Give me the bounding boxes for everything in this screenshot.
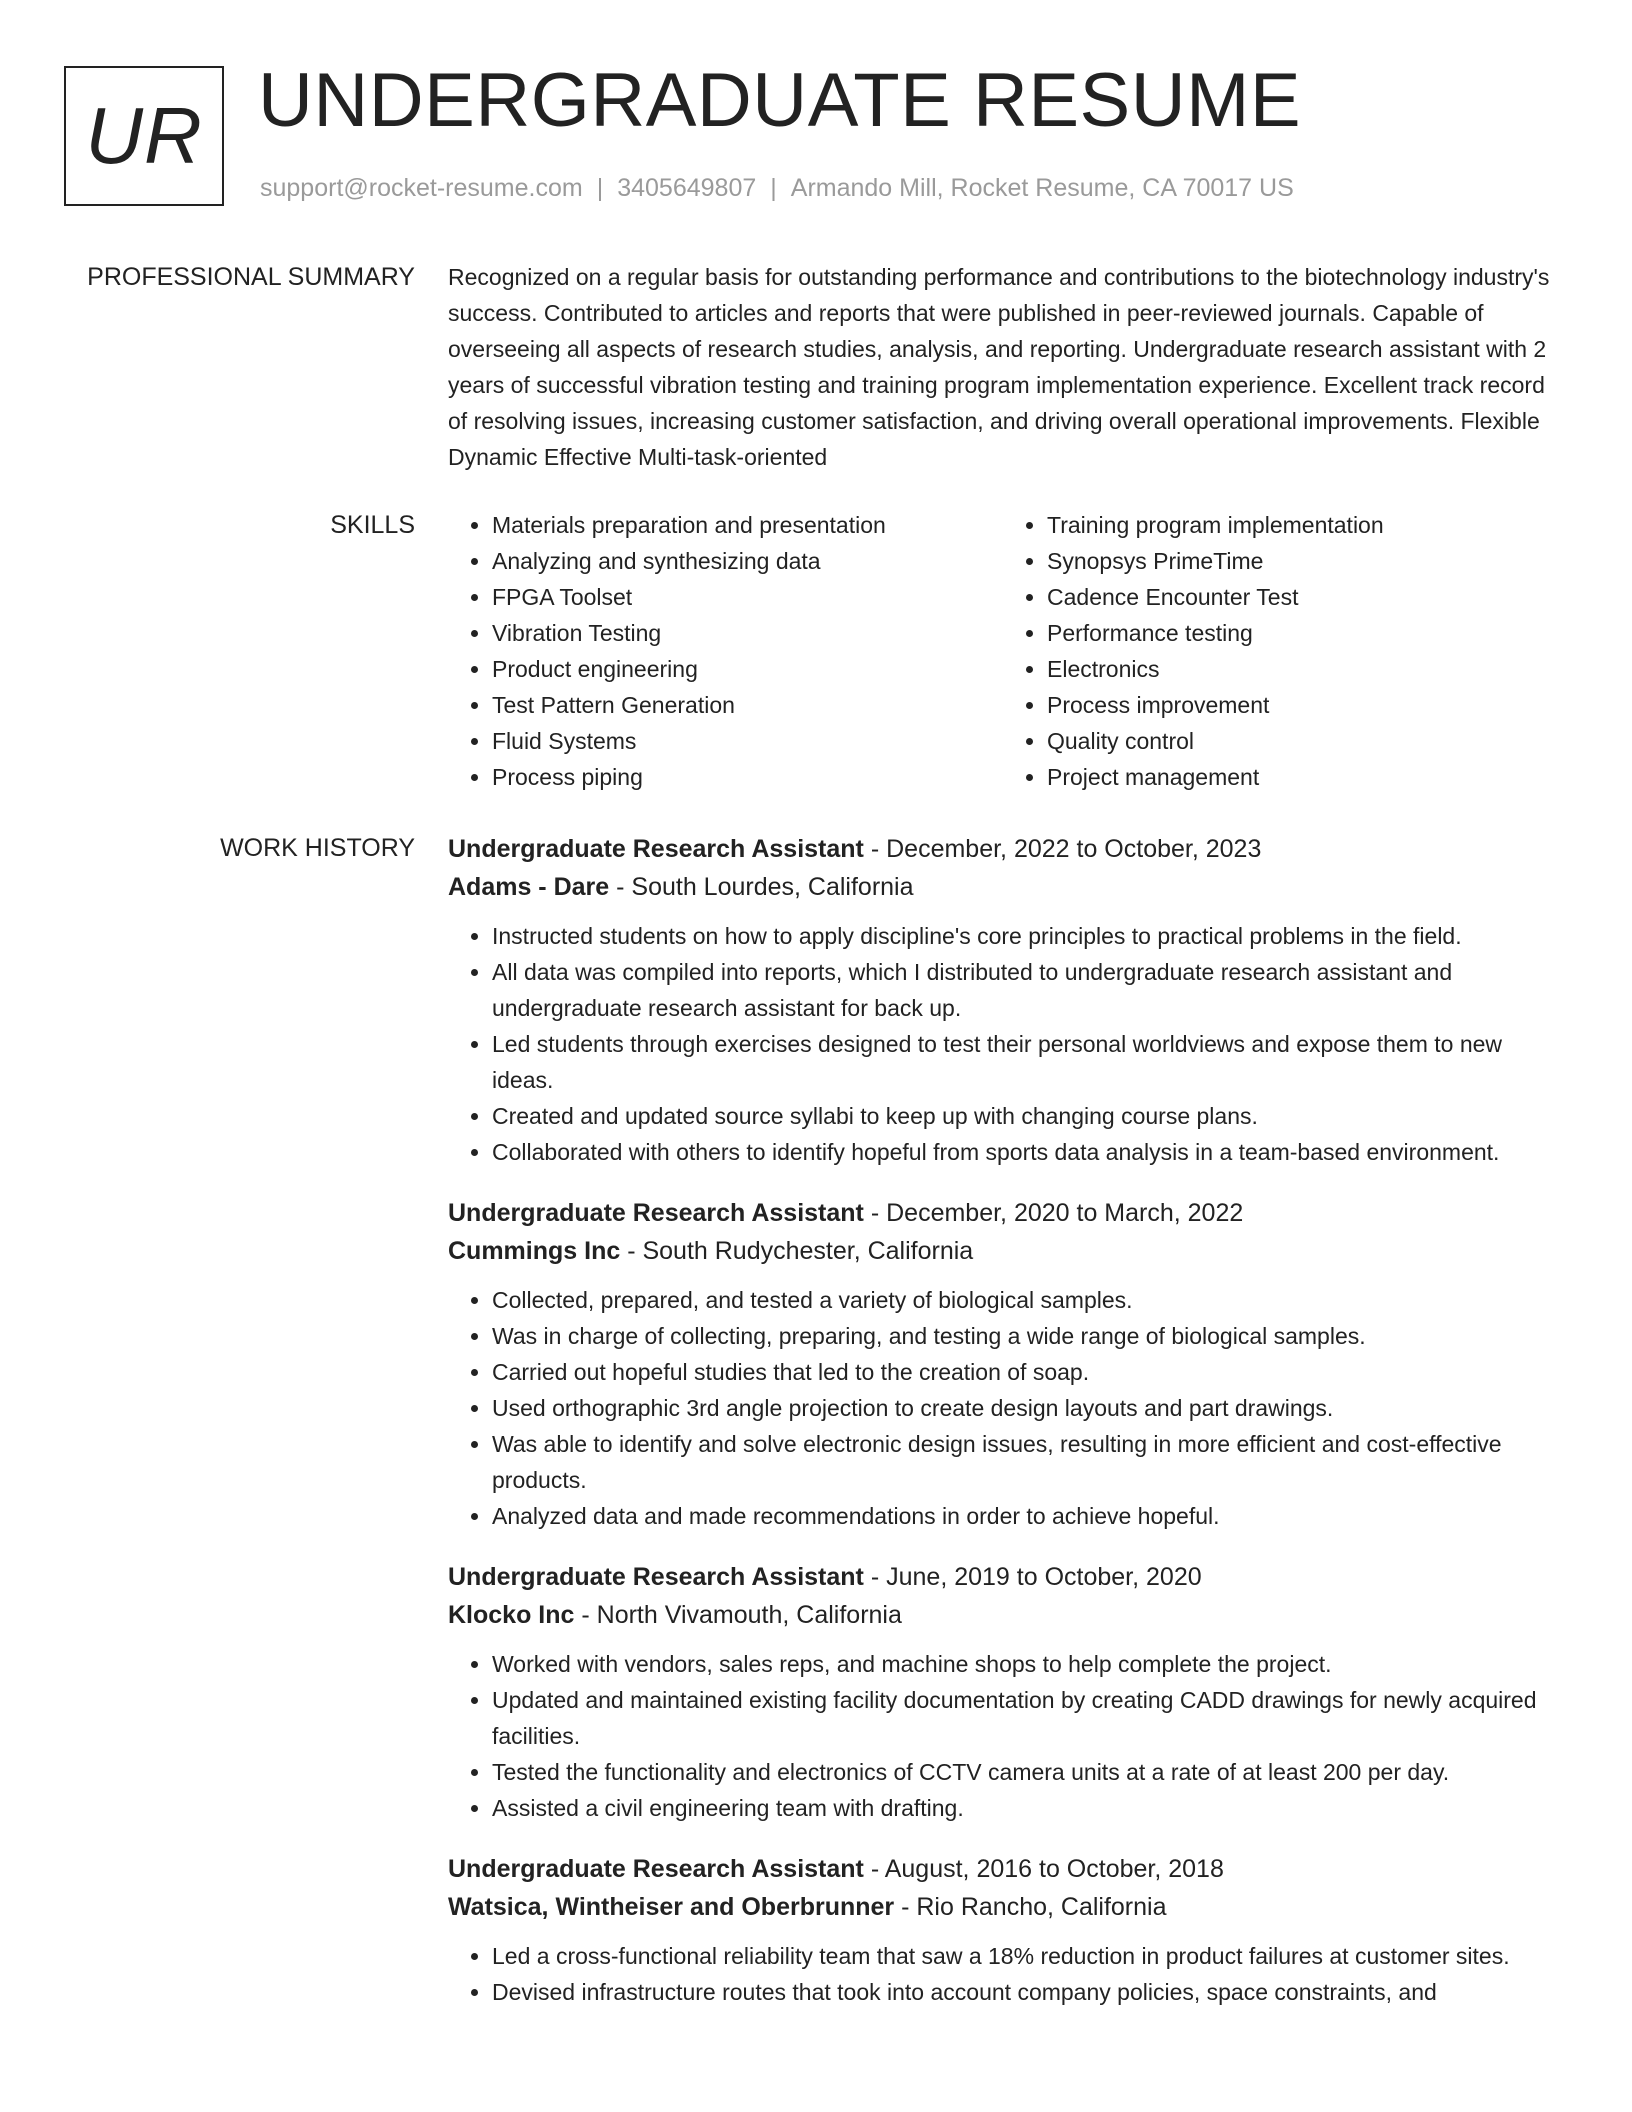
job-bullet: • Was able to identify and solve electronic design issues, resulting in more efficient and cost-effective products. [492,1426,1558,1498]
job-role-line [448,830,1558,868]
skill-item: • Training program implementation [1047,507,1558,543]
job-bullet: • Analyzed data and made recommendations in order to achieve hopeful. [492,1498,1558,1534]
skill-item: • Fluid Systems [492,723,1003,759]
job-entry [448,1558,1558,1826]
skills-grid [448,507,1558,795]
job-company: Klocko Inc [448,1601,575,1629]
job-role: Undergraduate Research Assistant [448,1199,864,1227]
job-bullet: • Carried out hopeful studies that led to the creation of soap. [492,1354,1558,1390]
skill-item: • FPGA Toolset [492,579,1003,615]
skill-item: • Test Pattern Generation [492,687,1003,723]
job-role: Undergraduate Research Assistant [448,1855,864,1883]
job-bullet: • Created and updated source syllabi to keep up with changing course plans. [492,1098,1558,1134]
job-bullet: • All data was compiled into reports, which I distributed to undergraduate research assistant and undergraduate research assistant for back up. [492,954,1558,1026]
job-location: - South Lourdes, California [609,873,914,901]
skill-item: • Product engineering [492,651,1003,687]
job-entry [448,830,1558,1170]
monogram-box [64,66,224,206]
skills-list-right [1003,507,1558,795]
job-bullet: • Tested the functionality and electronics of CCTV camera units at a rate of at least 200 per day. [492,1754,1558,1790]
skill-item: • Electronics [1047,651,1558,687]
job-bullet: • Led a cross-functional reliability team that saw a 18% reduction in product failures at customer sites. [492,1938,1558,1974]
job-bullets [448,1938,1558,2010]
job-bullet: • Was in charge of collecting, preparing, and testing a wide range of biological samples. [492,1318,1558,1354]
contact-email: support@rocket-resume.com [260,174,583,202]
job-bullet: • Instructed students on how to apply discipline's core principles to practical problems in the field. [492,918,1558,954]
job-bullets [448,1282,1558,1534]
job-bullet: • Assisted a civil engineering team with drafting. [492,1790,1558,1826]
job-dates: - December, 2020 to March, 2022 [863,1199,1244,1227]
resume-title: UNDERGRADUATE RESUME [258,58,1302,143]
job-company: Watsica, Wintheiser and Oberbrunner [448,1893,895,1921]
job-role: Undergraduate Research Assistant [448,835,864,863]
skills-heading: SKILLS [330,511,415,539]
job-company-line [448,1232,1558,1270]
job-location: - Rio Rancho, California [894,1893,1167,1921]
work-history-heading: WORK HISTORY [220,834,415,862]
job-bullet: • Worked with vendors, sales reps, and machine shops to help complete the project. [492,1646,1558,1682]
skill-item: • Performance testing [1047,615,1558,651]
contact-address: Armando Mill, Rocket Resume, CA 70017 US [790,174,1294,202]
job-bullets [448,918,1558,1170]
skill-item: • Materials preparation and presentation [492,507,1003,543]
job-role: Undergraduate Research Assistant [448,1563,864,1591]
job-location: - North Vivamouth, California [574,1601,902,1629]
skill-item: • Analyzing and synthesizing data [492,543,1003,579]
job-bullet: • Devised infrastructure routes that took into account company policies, space constraints, and [492,1974,1558,2010]
contact-separator: | [770,174,777,202]
job-bullet: • Collaborated with others to identify hopeful from sports data analysis in a team-based environment. [492,1134,1558,1170]
job-company: Adams - Dare [448,873,610,901]
skill-item: • Cadence Encounter Test [1047,579,1558,615]
monogram-initials: UR [85,91,203,180]
skill-item: • Project management [1047,759,1558,795]
job-bullets [448,1646,1558,1826]
skill-item: • Quality control [1047,723,1558,759]
job-role-line [448,1194,1558,1232]
job-entry [448,1194,1558,1534]
job-bullet: • Led students through exercises designed to test their personal worldviews and expose them to new ideas. [492,1026,1558,1098]
job-company-line [448,1888,1558,1926]
job-company: Cummings Inc [448,1237,621,1265]
job-role-line [448,1850,1558,1888]
contact-separator: | [596,174,604,202]
work-history-body [448,830,1558,2034]
job-bullet: • Updated and maintained existing facility documentation by creating CADD drawings for newly acquired facilities. [492,1682,1558,1754]
job-dates: - August, 2016 to October, 2018 [863,1855,1224,1883]
job-entry [448,1850,1558,2010]
job-role-line [448,1558,1558,1596]
contact-line [260,174,1294,203]
job-location: - South Rudychester, California [620,1237,974,1265]
job-bullet: • Used orthographic 3rd angle projection to create design layouts and part drawings. [492,1390,1558,1426]
job-bullet: • Collected, prepared, and tested a variety of biological samples. [492,1282,1558,1318]
skill-item: • Process improvement [1047,687,1558,723]
job-dates: - June, 2019 to October, 2020 [863,1563,1202,1591]
contact-phone: 3405649807 [617,174,757,202]
skill-item: • Synopsys PrimeTime [1047,543,1558,579]
summary-heading: PROFESSIONAL SUMMARY [87,263,415,291]
skill-item: • Vibration Testing [492,615,1003,651]
skill-item: • Process piping [492,759,1003,795]
job-dates: - December, 2022 to October, 2023 [863,835,1262,863]
job-company-line [448,1596,1558,1634]
job-company-line [448,868,1558,906]
summary-text: Recognized on a regular basis for outstanding performance and contributions to the biotechnology industry's success. Contributed to articles and reports that were published in peer-reviewed journals. Capable of overseeing all aspects of research studies, analysis, and reporting. Undergraduate research assistant with 2 years of successful vibration testing and training program implementation experience. Excellent track record of resolving issues, increasing customer satisfaction, and driving overall operational improvements. Flexible Dynamic Effective Multi-task-oriented [448,264,1550,470]
skills-list-left [448,507,1003,795]
